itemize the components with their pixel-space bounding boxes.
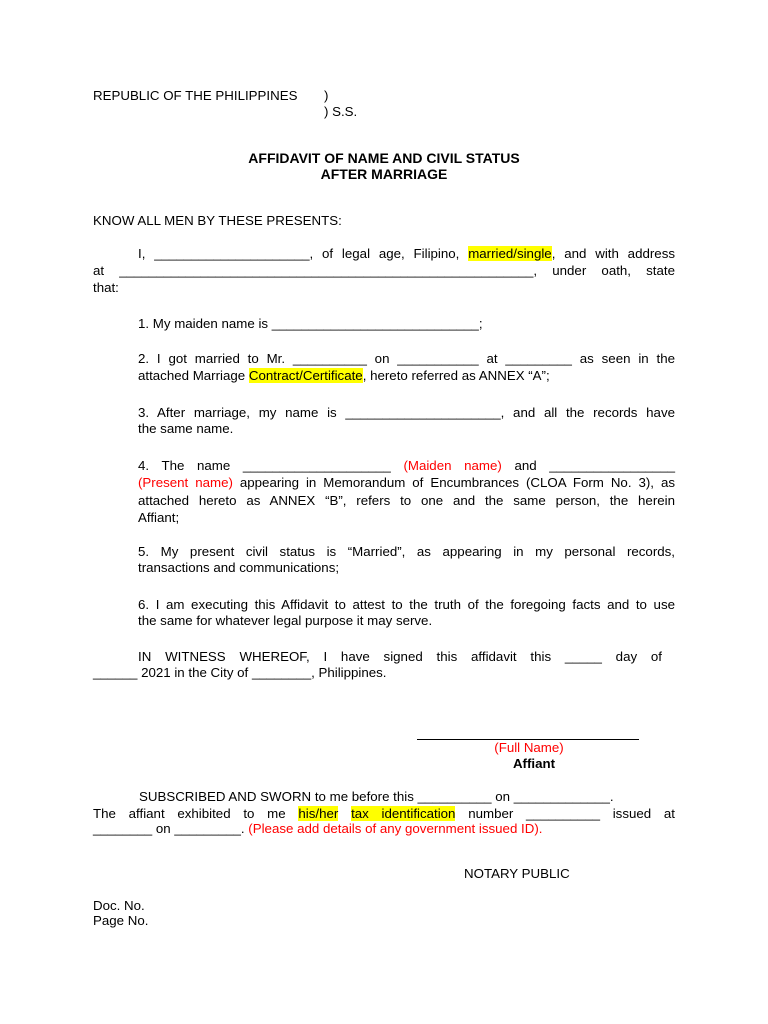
witness-line-2: ______ 2021 in the City of ________, Philippines. — [93, 665, 387, 680]
present-name-hint: (Present name) — [138, 475, 233, 490]
jurat-line-2 — [93, 805, 675, 822]
civil-status-highlight: married/single — [468, 246, 552, 261]
ss-label: ) S.S. — [324, 104, 358, 119]
republic-text: REPUBLIC OF THE PHILIPPINES — [93, 88, 298, 103]
tax-id-highlight: tax identification — [351, 806, 456, 821]
intro-text-b: , and with address — [551, 246, 675, 261]
republic-line — [93, 88, 297, 104]
affiant-label: Affiant — [512, 756, 556, 771]
opening-line: KNOW ALL MEN BY THESE PRESENTS: — [93, 213, 342, 228]
full-name-hint: (Full Name) — [494, 740, 564, 755]
item-5-line-1: 5. My present civil status is “Married”, as appearing in my personal records, — [138, 544, 675, 559]
government-id-hint: (Please add details of any government issued ID). — [248, 821, 543, 836]
page-no-label: Page No. — [93, 913, 149, 928]
item-4-text-c: appearing in Memorandum of Encumbrances (CLOA Form No. 3), as — [239, 475, 675, 490]
venue-paren: ) — [324, 88, 329, 103]
intro-line-1 — [138, 245, 675, 262]
jurat-line-3 — [93, 821, 542, 837]
item-2-line-2 — [138, 368, 550, 384]
item-4-line-3: attached hereto as ANNEX “B”, refers to one and the same person, the herein — [138, 493, 675, 508]
doc-no-label: Doc. No. — [93, 898, 145, 913]
item-2-line-1: 2. I got married to Mr. __________ on ___________ at _________ as seen in the — [138, 351, 675, 366]
jurat-text-b: number __________ issued at — [468, 806, 675, 821]
item-2-text-b: , hereto referred as ANNEX “A”; — [362, 368, 550, 383]
pronoun-highlight: his/her — [298, 806, 339, 821]
intro-text-a: I, _____________________, of legal age, Filipino, — [138, 246, 460, 261]
jurat-line-1: SUBSCRIBED AND SWORN to me before this __________ on _____________. — [139, 789, 614, 804]
contract-highlight: Contract/Certificate — [248, 368, 363, 383]
title-line-1: AFFIDAVIT OF NAME AND CIVIL STATUS — [248, 150, 520, 166]
item-5-line-2: transactions and communications; — [138, 560, 340, 575]
jurat-text-c: ________ on _________. — [93, 821, 245, 836]
jurat-text-a: The affiant exhibited to me — [93, 806, 286, 821]
intro-line-2: at ________________________________________________________, under oath, state — [93, 263, 675, 278]
item-3-line-2: the same name. — [138, 421, 234, 436]
item-2-text-a: attached Marriage — [138, 368, 246, 383]
notary-public-label: NOTARY PUBLIC — [464, 866, 570, 881]
witness-line-1: IN WITNESS WHEREOF, I have signed this affidavit this _____ day of — [138, 649, 662, 664]
item-4-text-b: and _________________ — [514, 458, 675, 473]
item-4-line-1 — [138, 457, 675, 474]
title-line-2: AFTER MARRIAGE — [320, 166, 448, 182]
item-4-line-2 — [138, 474, 675, 491]
item-4-text-a: 4. The name ____________________ — [138, 458, 391, 473]
item-4-line-4: Affiant; — [138, 510, 180, 525]
item-3-line-1: 3. After marriage, my name is _____________________, and all the records have — [138, 405, 675, 420]
item-1: 1. My maiden name is ____________________________; — [138, 316, 483, 331]
item-6-line-2: the same for whatever legal purpose it may serve. — [138, 613, 433, 628]
item-6-line-1: 6. I am executing this Affidavit to attest to the truth of the foregoing facts and to use — [138, 597, 675, 612]
intro-line-3: that: — [93, 280, 119, 295]
maiden-name-hint: (Maiden name) — [403, 458, 502, 473]
